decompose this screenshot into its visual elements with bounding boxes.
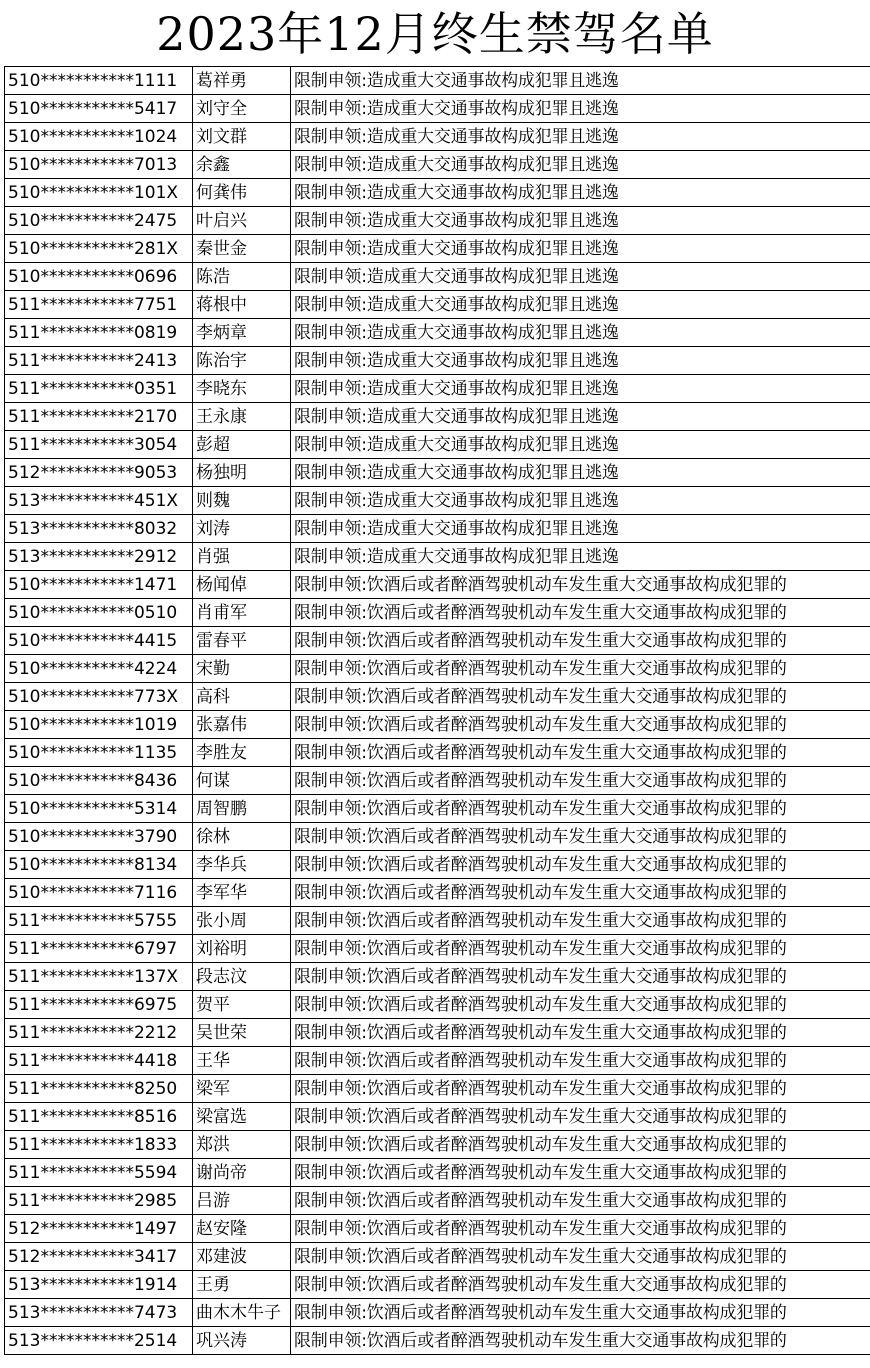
reason-cell: 限制申领:饮酒后或者醉酒驾驶机动车发生重大交通事故构成犯罪的: [291, 739, 870, 767]
table-row: [5, 487, 870, 515]
table-row: [5, 1271, 870, 1299]
table-row: [5, 1215, 870, 1243]
name-cell: 秦世金: [193, 235, 291, 263]
table-row: [5, 1187, 870, 1215]
reason-cell: 限制申领:饮酒后或者醉酒驾驶机动车发生重大交通事故构成犯罪的: [291, 1159, 870, 1187]
reason-cell: 限制申领:饮酒后或者醉酒驾驶机动车发生重大交通事故构成犯罪的: [291, 1215, 870, 1243]
id-number-cell: 510***********8134: [5, 851, 193, 879]
table-row: [5, 1103, 870, 1131]
reason-cell: 限制申领:造成重大交通事故构成犯罪且逃逸: [291, 207, 870, 235]
reason-cell: 限制申领:造成重大交通事故构成犯罪且逃逸: [291, 319, 870, 347]
table-row: [5, 235, 870, 263]
table-row: [5, 1159, 870, 1187]
table-row: [5, 767, 870, 795]
reason-cell: 限制申领:饮酒后或者醉酒驾驶机动车发生重大交通事故构成犯罪的: [291, 879, 870, 907]
reason-cell: 限制申领:饮酒后或者醉酒驾驶机动车发生重大交通事故构成犯罪的: [291, 823, 870, 851]
ban-list-table: [4, 66, 870, 1355]
reason-cell: 限制申领:造成重大交通事故构成犯罪且逃逸: [291, 235, 870, 263]
id-number-cell: 511***********2985: [5, 1187, 193, 1215]
table-row: [5, 907, 870, 935]
id-number-cell: 510***********773X: [5, 683, 193, 711]
name-cell: 刘裕明: [193, 935, 291, 963]
name-cell: 李胜友: [193, 739, 291, 767]
table-row: [5, 151, 870, 179]
name-cell: 贺平: [193, 991, 291, 1019]
table-row: [5, 375, 870, 403]
name-cell: 肖强: [193, 543, 291, 571]
table-row: [5, 1131, 870, 1159]
reason-cell: 限制申领:饮酒后或者醉酒驾驶机动车发生重大交通事故构成犯罪的: [291, 571, 870, 599]
table-row: [5, 1075, 870, 1103]
id-number-cell: 511***********0819: [5, 319, 193, 347]
table-row: [5, 347, 870, 375]
reason-cell: 限制申领:造成重大交通事故构成犯罪且逃逸: [291, 123, 870, 151]
reason-cell: 限制申领:造成重大交通事故构成犯罪且逃逸: [291, 291, 870, 319]
name-cell: 陈治宇: [193, 347, 291, 375]
table-row: [5, 823, 870, 851]
id-number-cell: 510***********4224: [5, 655, 193, 683]
reason-cell: 限制申领:饮酒后或者醉酒驾驶机动车发生重大交通事故构成犯罪的: [291, 1299, 870, 1327]
name-cell: 梁富选: [193, 1103, 291, 1131]
id-number-cell: 510***********1135: [5, 739, 193, 767]
table-row: [5, 571, 870, 599]
id-number-cell: 510***********4415: [5, 627, 193, 655]
table-row: [5, 795, 870, 823]
reason-cell: 限制申领:饮酒后或者醉酒驾驶机动车发生重大交通事故构成犯罪的: [291, 1019, 870, 1047]
reason-cell: 限制申领:造成重大交通事故构成犯罪且逃逸: [291, 95, 870, 123]
table-row: [5, 515, 870, 543]
name-cell: 则魏: [193, 487, 291, 515]
name-cell: 王永康: [193, 403, 291, 431]
id-number-cell: 513***********7473: [5, 1299, 193, 1327]
id-number-cell: 513***********1914: [5, 1271, 193, 1299]
id-number-cell: 510***********3790: [5, 823, 193, 851]
table-row: [5, 403, 870, 431]
id-number-cell: 510***********0510: [5, 599, 193, 627]
reason-cell: 限制申领:造成重大交通事故构成犯罪且逃逸: [291, 151, 870, 179]
id-number-cell: 510***********101X: [5, 179, 193, 207]
id-number-cell: 511***********7751: [5, 291, 193, 319]
table-row: [5, 123, 870, 151]
name-cell: 陈浩: [193, 263, 291, 291]
table-row: [5, 543, 870, 571]
name-cell: 刘守全: [193, 95, 291, 123]
id-number-cell: 510***********281X: [5, 235, 193, 263]
table-row: [5, 291, 870, 319]
id-number-cell: 512***********1497: [5, 1215, 193, 1243]
id-number-cell: 513***********451X: [5, 487, 193, 515]
name-cell: 李华兵: [193, 851, 291, 879]
id-number-cell: 511***********2212: [5, 1019, 193, 1047]
table-row: [5, 95, 870, 123]
reason-cell: 限制申领:饮酒后或者醉酒驾驶机动车发生重大交通事故构成犯罪的: [291, 1187, 870, 1215]
table-row: [5, 319, 870, 347]
table-row: [5, 459, 870, 487]
name-cell: 雷春平: [193, 627, 291, 655]
id-number-cell: 511***********6797: [5, 935, 193, 963]
reason-cell: 限制申领:饮酒后或者醉酒驾驶机动车发生重大交通事故构成犯罪的: [291, 1131, 870, 1159]
table-row: [5, 991, 870, 1019]
reason-cell: 限制申领:饮酒后或者醉酒驾驶机动车发生重大交通事故构成犯罪的: [291, 907, 870, 935]
table-row: [5, 711, 870, 739]
name-cell: 何龚伟: [193, 179, 291, 207]
reason-cell: 限制申领:造成重大交通事故构成犯罪且逃逸: [291, 403, 870, 431]
name-cell: 吕游: [193, 1187, 291, 1215]
table-row: [5, 935, 870, 963]
name-cell: 张小周: [193, 907, 291, 935]
reason-cell: 限制申领:饮酒后或者醉酒驾驶机动车发生重大交通事故构成犯罪的: [291, 1327, 870, 1355]
table-row: [5, 1327, 870, 1355]
name-cell: 刘文群: [193, 123, 291, 151]
id-number-cell: 513***********2514: [5, 1327, 193, 1355]
name-cell: 蒋根中: [193, 291, 291, 319]
name-cell: 段志汶: [193, 963, 291, 991]
name-cell: 邓建波: [193, 1243, 291, 1271]
table-row: [5, 683, 870, 711]
id-number-cell: 511***********5755: [5, 907, 193, 935]
table-row: [5, 963, 870, 991]
reason-cell: 限制申领:造成重大交通事故构成犯罪且逃逸: [291, 263, 870, 291]
id-number-cell: 511***********4418: [5, 1047, 193, 1075]
reason-cell: 限制申领:饮酒后或者醉酒驾驶机动车发生重大交通事故构成犯罪的: [291, 1103, 870, 1131]
name-cell: 王勇: [193, 1271, 291, 1299]
name-cell: 梁军: [193, 1075, 291, 1103]
name-cell: 余鑫: [193, 151, 291, 179]
name-cell: 叶启兴: [193, 207, 291, 235]
id-number-cell: 511***********3054: [5, 431, 193, 459]
reason-cell: 限制申领:饮酒后或者醉酒驾驶机动车发生重大交通事故构成犯罪的: [291, 1243, 870, 1271]
name-cell: 张嘉伟: [193, 711, 291, 739]
id-number-cell: 512***********9053: [5, 459, 193, 487]
name-cell: 高科: [193, 683, 291, 711]
id-number-cell: 510***********1471: [5, 571, 193, 599]
table-row: [5, 1243, 870, 1271]
name-cell: 李军华: [193, 879, 291, 907]
id-number-cell: 510***********8436: [5, 767, 193, 795]
reason-cell: 限制申领:饮酒后或者醉酒驾驶机动车发生重大交通事故构成犯罪的: [291, 1271, 870, 1299]
name-cell: 郑洪: [193, 1131, 291, 1159]
table-row: [5, 851, 870, 879]
table-row: [5, 1047, 870, 1075]
reason-cell: 限制申领:饮酒后或者醉酒驾驶机动车发生重大交通事故构成犯罪的: [291, 851, 870, 879]
name-cell: 杨独明: [193, 459, 291, 487]
name-cell: 谢尚帝: [193, 1159, 291, 1187]
id-number-cell: 510***********1024: [5, 123, 193, 151]
id-number-cell: 510***********7116: [5, 879, 193, 907]
table-row: [5, 655, 870, 683]
id-number-cell: 511***********2413: [5, 347, 193, 375]
name-cell: 曲木木牛子: [193, 1299, 291, 1327]
reason-cell: 限制申领:造成重大交通事故构成犯罪且逃逸: [291, 431, 870, 459]
id-number-cell: 511***********8250: [5, 1075, 193, 1103]
name-cell: 杨闻倬: [193, 571, 291, 599]
reason-cell: 限制申领:造成重大交通事故构成犯罪且逃逸: [291, 515, 870, 543]
name-cell: 彭超: [193, 431, 291, 459]
name-cell: 李晓东: [193, 375, 291, 403]
name-cell: 徐林: [193, 823, 291, 851]
reason-cell: 限制申领:饮酒后或者醉酒驾驶机动车发生重大交通事故构成犯罪的: [291, 1075, 870, 1103]
table-row: [5, 599, 870, 627]
id-number-cell: 510***********1111: [5, 67, 193, 95]
id-number-cell: 510***********0696: [5, 263, 193, 291]
table-row: [5, 1019, 870, 1047]
id-number-cell: 510***********5314: [5, 795, 193, 823]
reason-cell: 限制申领:造成重大交通事故构成犯罪且逃逸: [291, 67, 870, 95]
name-cell: 吴世荣: [193, 1019, 291, 1047]
name-cell: 刘涛: [193, 515, 291, 543]
reason-cell: 限制申领:饮酒后或者醉酒驾驶机动车发生重大交通事故构成犯罪的: [291, 991, 870, 1019]
reason-cell: 限制申领:造成重大交通事故构成犯罪且逃逸: [291, 347, 870, 375]
table-row: [5, 1299, 870, 1327]
reason-cell: 限制申领:饮酒后或者醉酒驾驶机动车发生重大交通事故构成犯罪的: [291, 599, 870, 627]
reason-cell: 限制申领:造成重大交通事故构成犯罪且逃逸: [291, 543, 870, 571]
id-number-cell: 513***********8032: [5, 515, 193, 543]
reason-cell: 限制申领:造成重大交通事故构成犯罪且逃逸: [291, 179, 870, 207]
reason-cell: 限制申领:造成重大交通事故构成犯罪且逃逸: [291, 459, 870, 487]
id-number-cell: 512***********3417: [5, 1243, 193, 1271]
table-row: [5, 263, 870, 291]
reason-cell: 限制申领:饮酒后或者醉酒驾驶机动车发生重大交通事故构成犯罪的: [291, 683, 870, 711]
table-row: [5, 879, 870, 907]
id-number-cell: 510***********2475: [5, 207, 193, 235]
page-title: 2023年12月终生禁驾名单: [156, 7, 714, 61]
table-row: [5, 627, 870, 655]
name-cell: 王华: [193, 1047, 291, 1075]
name-cell: 肖甫军: [193, 599, 291, 627]
ban-list-body: [5, 67, 870, 1355]
reason-cell: 限制申领:饮酒后或者醉酒驾驶机动车发生重大交通事故构成犯罪的: [291, 627, 870, 655]
reason-cell: 限制申领:饮酒后或者醉酒驾驶机动车发生重大交通事故构成犯罪的: [291, 935, 870, 963]
name-cell: 赵安隆: [193, 1215, 291, 1243]
name-cell: 巩兴涛: [193, 1327, 291, 1355]
reason-cell: 限制申领:饮酒后或者醉酒驾驶机动车发生重大交通事故构成犯罪的: [291, 1047, 870, 1075]
id-number-cell: 513***********2912: [5, 543, 193, 571]
reason-cell: 限制申领:饮酒后或者醉酒驾驶机动车发生重大交通事故构成犯罪的: [291, 963, 870, 991]
table-row: [5, 207, 870, 235]
id-number-cell: 511***********8516: [5, 1103, 193, 1131]
table-row: [5, 431, 870, 459]
id-number-cell: 511***********5594: [5, 1159, 193, 1187]
name-cell: 葛祥勇: [193, 67, 291, 95]
table-row: [5, 179, 870, 207]
reason-cell: 限制申领:饮酒后或者醉酒驾驶机动车发生重大交通事故构成犯罪的: [291, 711, 870, 739]
id-number-cell: 511***********2170: [5, 403, 193, 431]
id-number-cell: 510***********7013: [5, 151, 193, 179]
id-number-cell: 510***********1019: [5, 711, 193, 739]
id-number-cell: 510***********5417: [5, 95, 193, 123]
table-row: [5, 67, 870, 95]
id-number-cell: 511***********0351: [5, 375, 193, 403]
id-number-cell: 511***********1833: [5, 1131, 193, 1159]
reason-cell: 限制申领:饮酒后或者醉酒驾驶机动车发生重大交通事故构成犯罪的: [291, 795, 870, 823]
name-cell: 李炳章: [193, 319, 291, 347]
id-number-cell: 511***********6975: [5, 991, 193, 1019]
name-cell: 何谋: [193, 767, 291, 795]
reason-cell: 限制申领:造成重大交通事故构成犯罪且逃逸: [291, 375, 870, 403]
reason-cell: 限制申领:饮酒后或者醉酒驾驶机动车发生重大交通事故构成犯罪的: [291, 767, 870, 795]
reason-cell: 限制申领:造成重大交通事故构成犯罪且逃逸: [291, 487, 870, 515]
name-cell: 宋勤: [193, 655, 291, 683]
table-row: [5, 739, 870, 767]
name-cell: 周智鹏: [193, 795, 291, 823]
id-number-cell: 511***********137X: [5, 963, 193, 991]
reason-cell: 限制申领:饮酒后或者醉酒驾驶机动车发生重大交通事故构成犯罪的: [291, 655, 870, 683]
